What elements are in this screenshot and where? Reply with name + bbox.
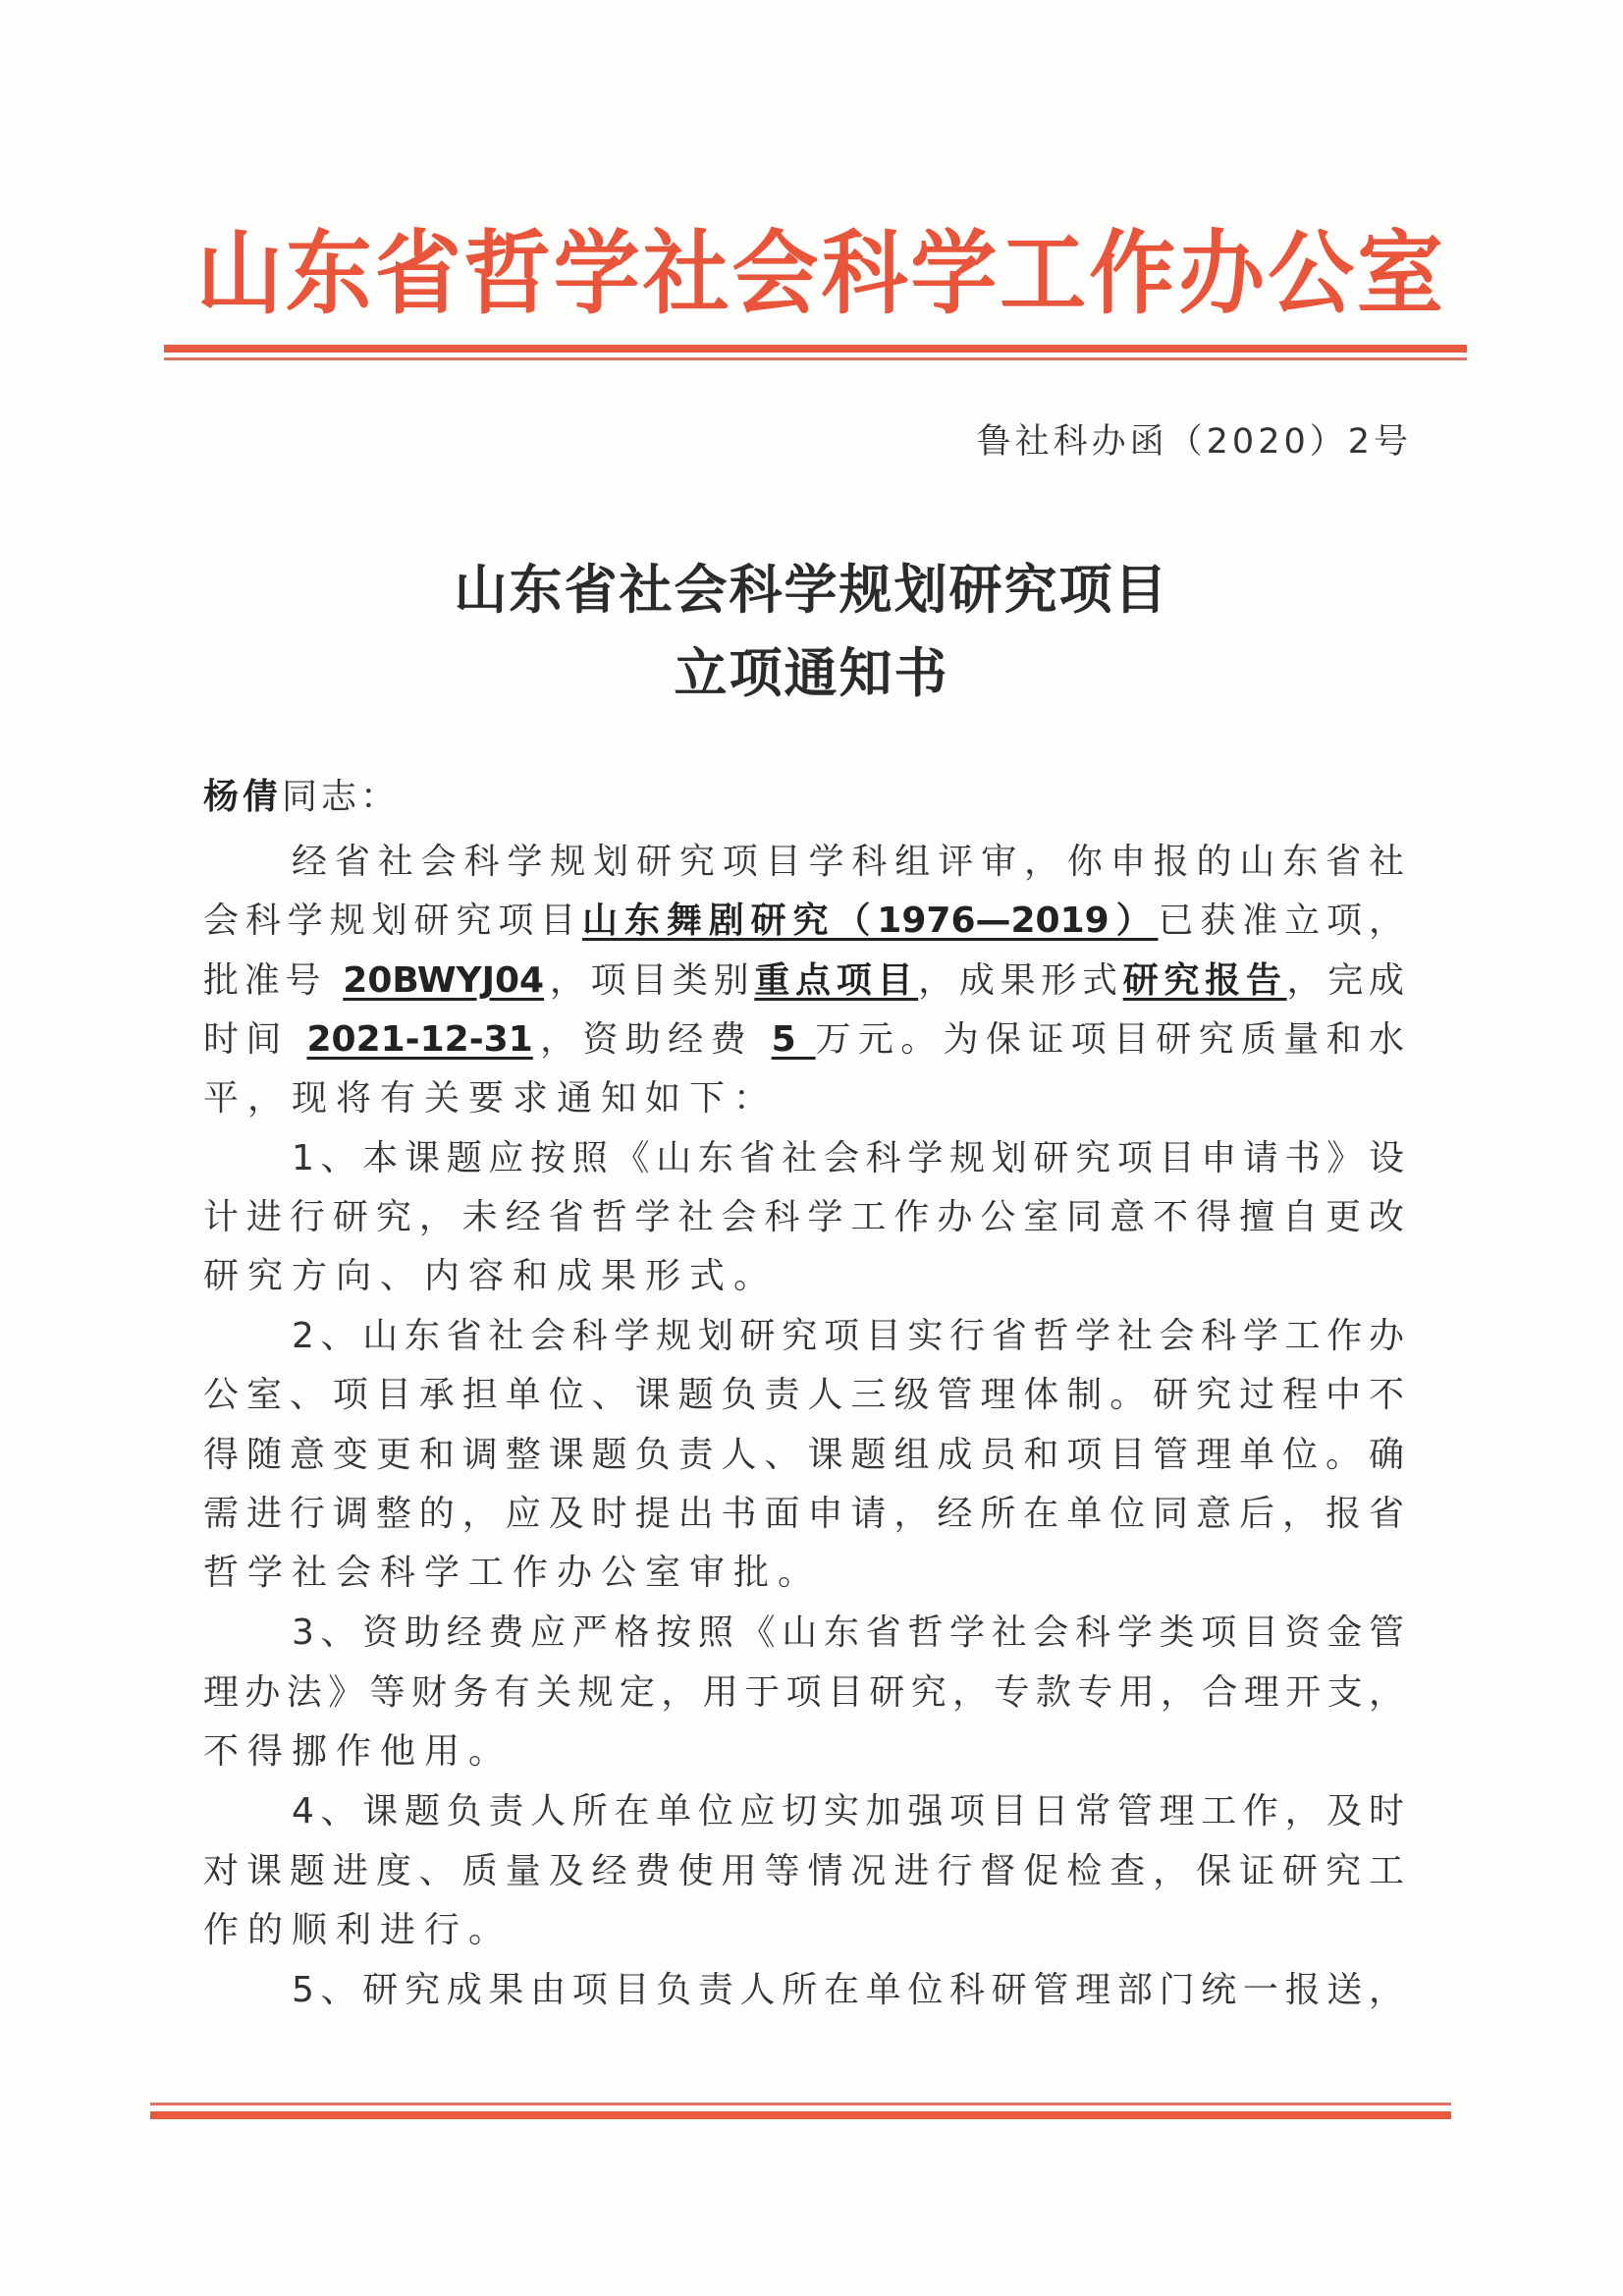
body-line bbox=[292, 1966, 1404, 2015]
body-line bbox=[292, 1609, 1404, 1658]
body-text: 作的顺利进行。 bbox=[203, 1910, 514, 1950]
body-text: 需进行调整的，应及时提出书面申请，经所在单位同意后，报省 bbox=[203, 1494, 1404, 1534]
letterhead-char: 学 bbox=[910, 219, 998, 327]
document-title-line1: 山东省社会科学规划研究项目 bbox=[454, 558, 1169, 621]
body-line bbox=[203, 1371, 1404, 1420]
body-line bbox=[203, 1490, 1404, 1539]
body-text: 批准号 bbox=[203, 960, 344, 1001]
filled-field-value: 研究报告 bbox=[1122, 960, 1287, 1001]
body-line bbox=[292, 1312, 1404, 1361]
body-text: 公室、项目承担单位、课题负责人三级管理体制。研究过程中不 bbox=[203, 1375, 1404, 1415]
document-title-line2: 立项通知书 bbox=[674, 641, 949, 704]
body-line bbox=[292, 838, 1404, 887]
letterhead-char: 公 bbox=[1268, 219, 1355, 327]
body-text: 计进行研究，未经省哲学社会科学工作办公室同意不得擅自更改 bbox=[203, 1197, 1404, 1237]
body-line bbox=[203, 1015, 1404, 1065]
body-text: 经省社会科学规划研究项目学科组评审，你申报的山东省社 bbox=[292, 842, 1404, 882]
filled-field-value: 5 bbox=[771, 1019, 816, 1060]
body-text: 对课题进度、质量及经费使用等情况进行督促检查，保证研究工 bbox=[203, 1851, 1404, 1891]
filled-field-value: 重点项目 bbox=[754, 960, 919, 1001]
body-text: 不得挪作他用。 bbox=[203, 1731, 514, 1772]
body-line bbox=[203, 1074, 1404, 1123]
filled-field-value: 山东舞剧研究（1976—2019） bbox=[582, 901, 1159, 941]
body-text: 1、本课题应按照《山东省社会科学规划研究项目申请书》设 bbox=[292, 1138, 1404, 1178]
body-text: 研究方向、内容和成果形式。 bbox=[203, 1256, 779, 1296]
body-line bbox=[203, 1549, 1404, 1598]
greeting-suffix: 同志： bbox=[282, 777, 401, 817]
recipient-name: 杨倩 bbox=[203, 777, 283, 817]
body-text: 得随意变更和调整课题负责人、课题组成员和项目管理单位。确 bbox=[203, 1435, 1404, 1475]
letterhead-char: 室 bbox=[1356, 219, 1443, 327]
body-line bbox=[203, 1668, 1404, 1718]
document-number: 鲁社科办函（2020）2号 bbox=[976, 422, 1412, 462]
body-line bbox=[203, 1193, 1404, 1242]
letterhead-char: 工 bbox=[1000, 219, 1087, 327]
body-text: 平，现将有关要求通知如下： bbox=[203, 1078, 779, 1119]
body-text: 已获准立项， bbox=[1158, 901, 1404, 941]
body-line bbox=[203, 957, 1404, 1006]
body-line bbox=[203, 1431, 1404, 1480]
footer-thick-rule bbox=[150, 2111, 1451, 2119]
letterhead-char: 作 bbox=[1089, 219, 1176, 327]
filled-field-value: 2021-12-31 bbox=[306, 1019, 533, 1060]
letterhead-thick-rule bbox=[164, 345, 1467, 353]
body-text: ，完成 bbox=[1286, 960, 1404, 1001]
body-text: 时间 bbox=[203, 1019, 307, 1060]
body-text: ，资助经费 bbox=[532, 1019, 772, 1060]
footer-thin-rule bbox=[150, 2103, 1451, 2105]
body-line bbox=[203, 897, 1404, 946]
letterhead-char: 学 bbox=[553, 219, 640, 327]
body-line bbox=[203, 1847, 1404, 1896]
filled-field-value: 20BWYJ04 bbox=[343, 960, 545, 1001]
body-text: 万元。为保证项目研究质量和水 bbox=[815, 1019, 1404, 1060]
letterhead-char: 山 bbox=[196, 219, 284, 327]
body-text: 理办法》等财务有关规定，用于项目研究，专款专用，合理开支， bbox=[203, 1672, 1404, 1713]
body-line bbox=[292, 1134, 1404, 1183]
letterhead-char: 哲 bbox=[463, 219, 551, 327]
letterhead-char: 东 bbox=[285, 219, 372, 327]
body-text: ，项目类别 bbox=[544, 960, 755, 1001]
letterhead-char: 办 bbox=[1178, 219, 1266, 327]
body-text: 会科学规划研究项目 bbox=[203, 901, 583, 941]
letterhead-char: 社 bbox=[642, 219, 730, 327]
body-text: 2、山东省社会科学规划研究项目实行省哲学社会科学工作办 bbox=[292, 1316, 1404, 1356]
body-text: 4、课题负责人所在单位应切实加强项目日常管理工作，及时 bbox=[292, 1791, 1404, 1831]
body-line bbox=[203, 1906, 1404, 1955]
body-text: ，成果形式 bbox=[918, 960, 1123, 1001]
body-text: 3、资助经费应严格按照《山东省哲学社会科学类项目资金管 bbox=[292, 1613, 1404, 1653]
body-line bbox=[203, 1727, 1404, 1777]
body-text: 5、研究成果由项目负责人所在单位科研管理部门统一报送， bbox=[292, 1970, 1404, 2010]
body-text: 哲学社会科学工作办公室审批。 bbox=[203, 1553, 823, 1593]
letterhead-thin-rule bbox=[164, 357, 1467, 360]
letterhead-org-name bbox=[196, 219, 1443, 327]
body-line bbox=[203, 1252, 1404, 1301]
greeting bbox=[203, 773, 400, 822]
body-line bbox=[292, 1787, 1404, 1836]
letterhead-char: 科 bbox=[821, 219, 908, 327]
letterhead-char: 会 bbox=[731, 219, 819, 327]
letterhead-char: 省 bbox=[374, 219, 461, 327]
